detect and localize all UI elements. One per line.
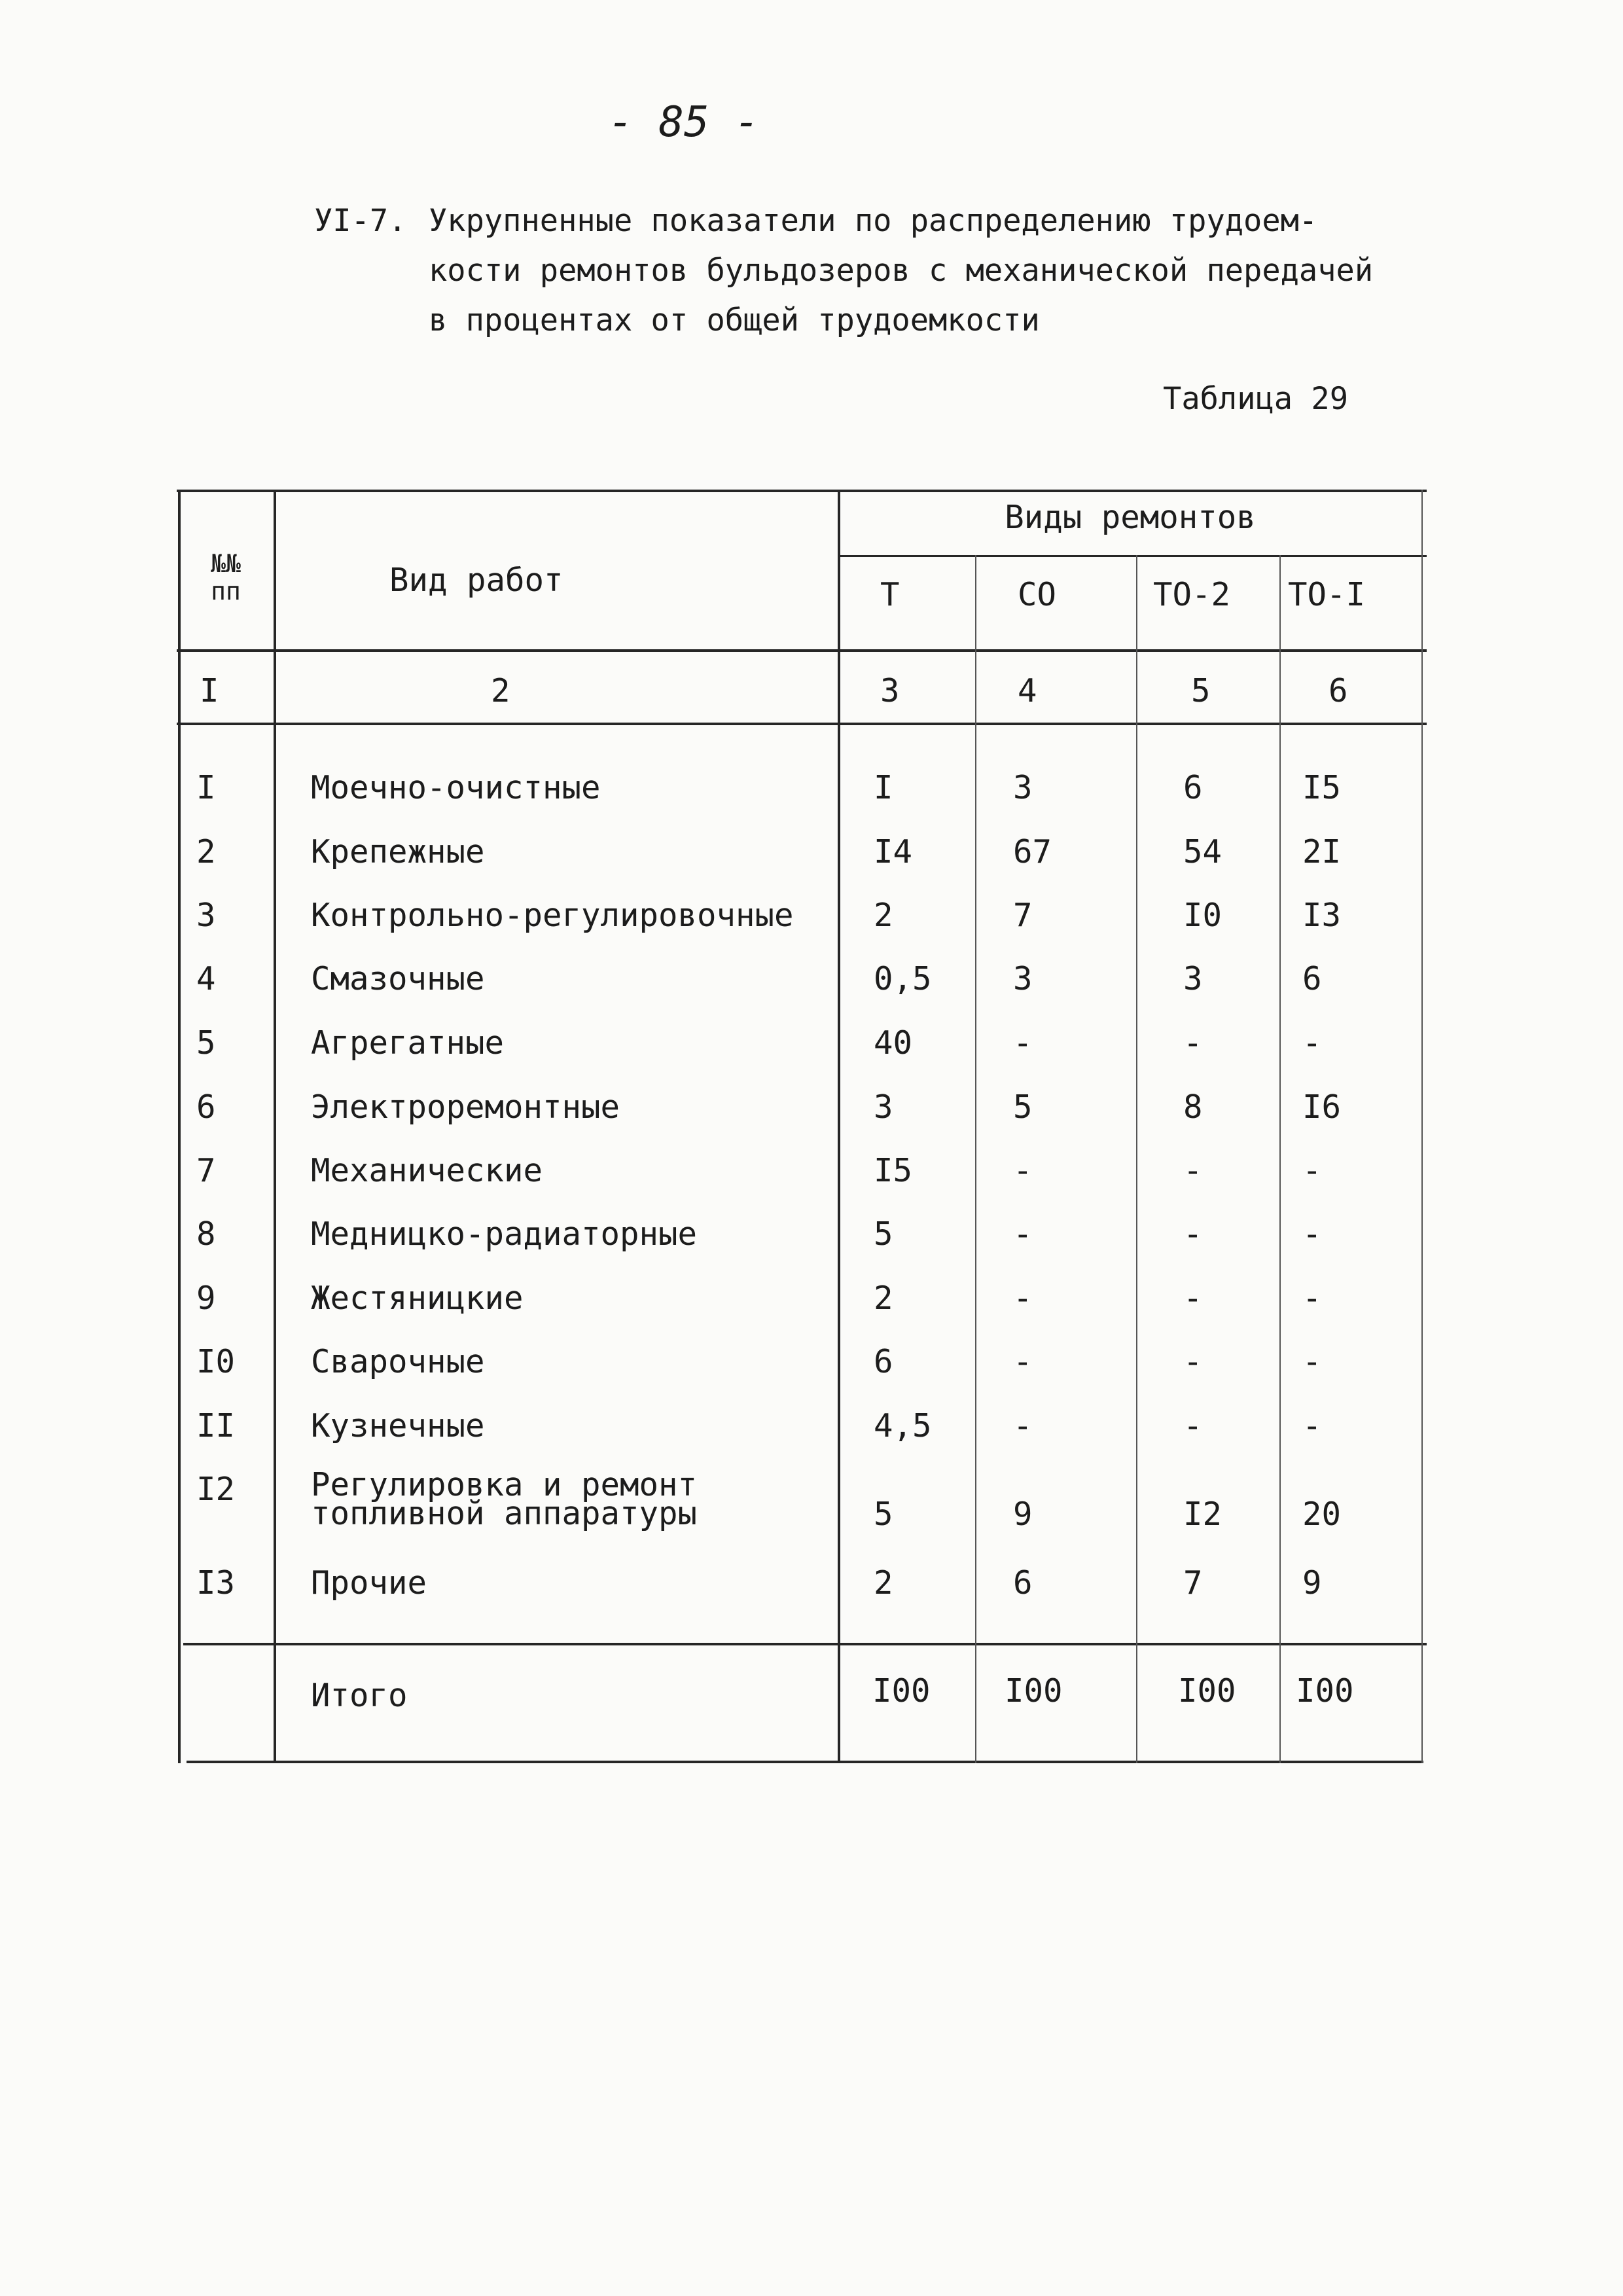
row-value: I5 — [1302, 769, 1342, 806]
row-number: 5 — [196, 1024, 216, 1062]
row-work-name: Кузнечные — [311, 1407, 485, 1444]
row-work-name: Агрегатные — [311, 1024, 505, 1062]
row-value: 2I — [1302, 833, 1342, 870]
total-value: I00 — [872, 1672, 931, 1710]
row-number: 6 — [196, 1088, 216, 1126]
index-cell: 2 — [491, 672, 510, 709]
heading-line-3: в процентах от общей трудоемкости — [429, 302, 1040, 338]
row-value: I3 — [1302, 897, 1342, 934]
row-value: 6 — [1183, 769, 1203, 806]
heading-line-1: Укрупненные показатели по распределению трудоем- — [429, 203, 1318, 239]
row-work-name: Медницко-радиаторные — [311, 1215, 698, 1253]
row-value: 6 — [1302, 960, 1322, 997]
row-value: - — [1302, 1024, 1322, 1062]
row-number: 3 — [196, 897, 216, 934]
index-cell: 6 — [1329, 672, 1348, 709]
row-value: 2 — [874, 1564, 893, 1602]
row-value: 6 — [1013, 1564, 1033, 1602]
row-value: 4,5 — [874, 1407, 932, 1444]
row-value: 3 — [874, 1088, 893, 1126]
index-cell: 4 — [1018, 672, 1037, 709]
row-number: II — [196, 1407, 236, 1444]
row-value: - — [1013, 1343, 1033, 1380]
row-number: I0 — [196, 1343, 236, 1380]
total-label: Итого — [311, 1677, 408, 1714]
page-number: - 85 - — [608, 98, 760, 147]
row-work-name: Контрольно-регулировочные — [311, 897, 794, 934]
header-repair-types: Виды ремонтов — [1005, 499, 1256, 536]
row-work-name-line-2: топливной аппаратуры — [311, 1495, 698, 1532]
total-value: I00 — [1296, 1672, 1354, 1710]
row-work-name: Жестяницкие — [311, 1280, 524, 1317]
total-value: I00 — [1178, 1672, 1236, 1710]
table-label: Таблица 29 — [1163, 381, 1348, 417]
header-col-to2: ТО-2 — [1153, 576, 1231, 613]
row-value: 2 — [874, 897, 893, 934]
row-value: - — [1013, 1024, 1033, 1062]
row-value: I4 — [874, 833, 913, 870]
row-value: I — [874, 769, 893, 806]
row-value: 8 — [1183, 1088, 1203, 1126]
row-work-name: Моечно-очистные — [311, 769, 601, 806]
row-value: - — [1302, 1152, 1322, 1189]
row-work-name: Крепежные — [311, 833, 485, 870]
row-value: - — [1183, 1407, 1203, 1444]
row-number: I2 — [196, 1471, 236, 1508]
row-number: I — [196, 769, 216, 806]
header-work: Вид работ — [389, 562, 563, 599]
row-value: 20 — [1302, 1496, 1342, 1533]
row-value: - — [1183, 1152, 1203, 1189]
row-value: I6 — [1302, 1088, 1342, 1126]
row-work-name: Смазочные — [311, 960, 485, 997]
row-value: 9 — [1013, 1496, 1033, 1533]
heading-line-2: кости ремонтов бульдозеров с механической передачей — [429, 253, 1374, 289]
row-work-name — [311, 1466, 698, 1532]
section-number: УI-7. — [314, 203, 407, 239]
row-value: 40 — [874, 1024, 913, 1062]
total-value: I00 — [1005, 1672, 1063, 1710]
row-value: - — [1302, 1407, 1322, 1444]
row-value: - — [1013, 1152, 1033, 1189]
row-value: I2 — [1183, 1496, 1222, 1533]
row-value: 5 — [874, 1215, 893, 1253]
row-value: 5 — [874, 1496, 893, 1533]
section-heading — [314, 196, 1453, 346]
row-value: I5 — [874, 1152, 913, 1189]
row-work-name-line-1: Регулировка и ремонт — [311, 1466, 698, 1503]
row-work-name: Механические — [311, 1152, 543, 1189]
row-number: 7 — [196, 1152, 216, 1189]
row-number: 8 — [196, 1215, 216, 1253]
row-value: I0 — [1183, 897, 1222, 934]
row-work-name: Электроремонтные — [311, 1088, 620, 1126]
index-cell: I — [200, 672, 219, 709]
header-num: №№ пп — [211, 549, 241, 605]
row-value: 2 — [874, 1280, 893, 1317]
row-number: 4 — [196, 960, 216, 997]
row-value: - — [1302, 1215, 1322, 1253]
header-col-to1: ТО-I — [1288, 576, 1366, 613]
row-value: - — [1183, 1024, 1203, 1062]
row-number: 2 — [196, 833, 216, 870]
row-value: - — [1013, 1280, 1033, 1317]
index-cell: 5 — [1191, 672, 1211, 709]
row-value: 7 — [1183, 1564, 1203, 1602]
row-value: 67 — [1013, 833, 1052, 870]
row-work-name: Сварочные — [311, 1343, 485, 1380]
row-value: 6 — [874, 1343, 893, 1380]
row-number: 9 — [196, 1280, 216, 1317]
row-value: 3 — [1013, 960, 1033, 997]
row-value: 54 — [1183, 833, 1222, 870]
row-value: 3 — [1013, 769, 1033, 806]
index-cell: 3 — [880, 672, 900, 709]
row-value: 3 — [1183, 960, 1203, 997]
row-value: - — [1302, 1343, 1322, 1380]
row-value: 9 — [1302, 1564, 1322, 1602]
row-number: I3 — [196, 1564, 236, 1602]
header-col-t: Т — [880, 576, 900, 613]
row-value: - — [1183, 1280, 1203, 1317]
row-value: - — [1302, 1280, 1322, 1317]
row-value: 0,5 — [874, 960, 932, 997]
row-value: 5 — [1013, 1088, 1033, 1126]
header-col-so: СО — [1018, 576, 1057, 613]
row-value: - — [1013, 1407, 1033, 1444]
row-value: - — [1183, 1215, 1203, 1253]
row-work-name: Прочие — [311, 1564, 427, 1602]
row-value: - — [1013, 1215, 1033, 1253]
row-value: 7 — [1013, 897, 1033, 934]
row-value: - — [1183, 1343, 1203, 1380]
